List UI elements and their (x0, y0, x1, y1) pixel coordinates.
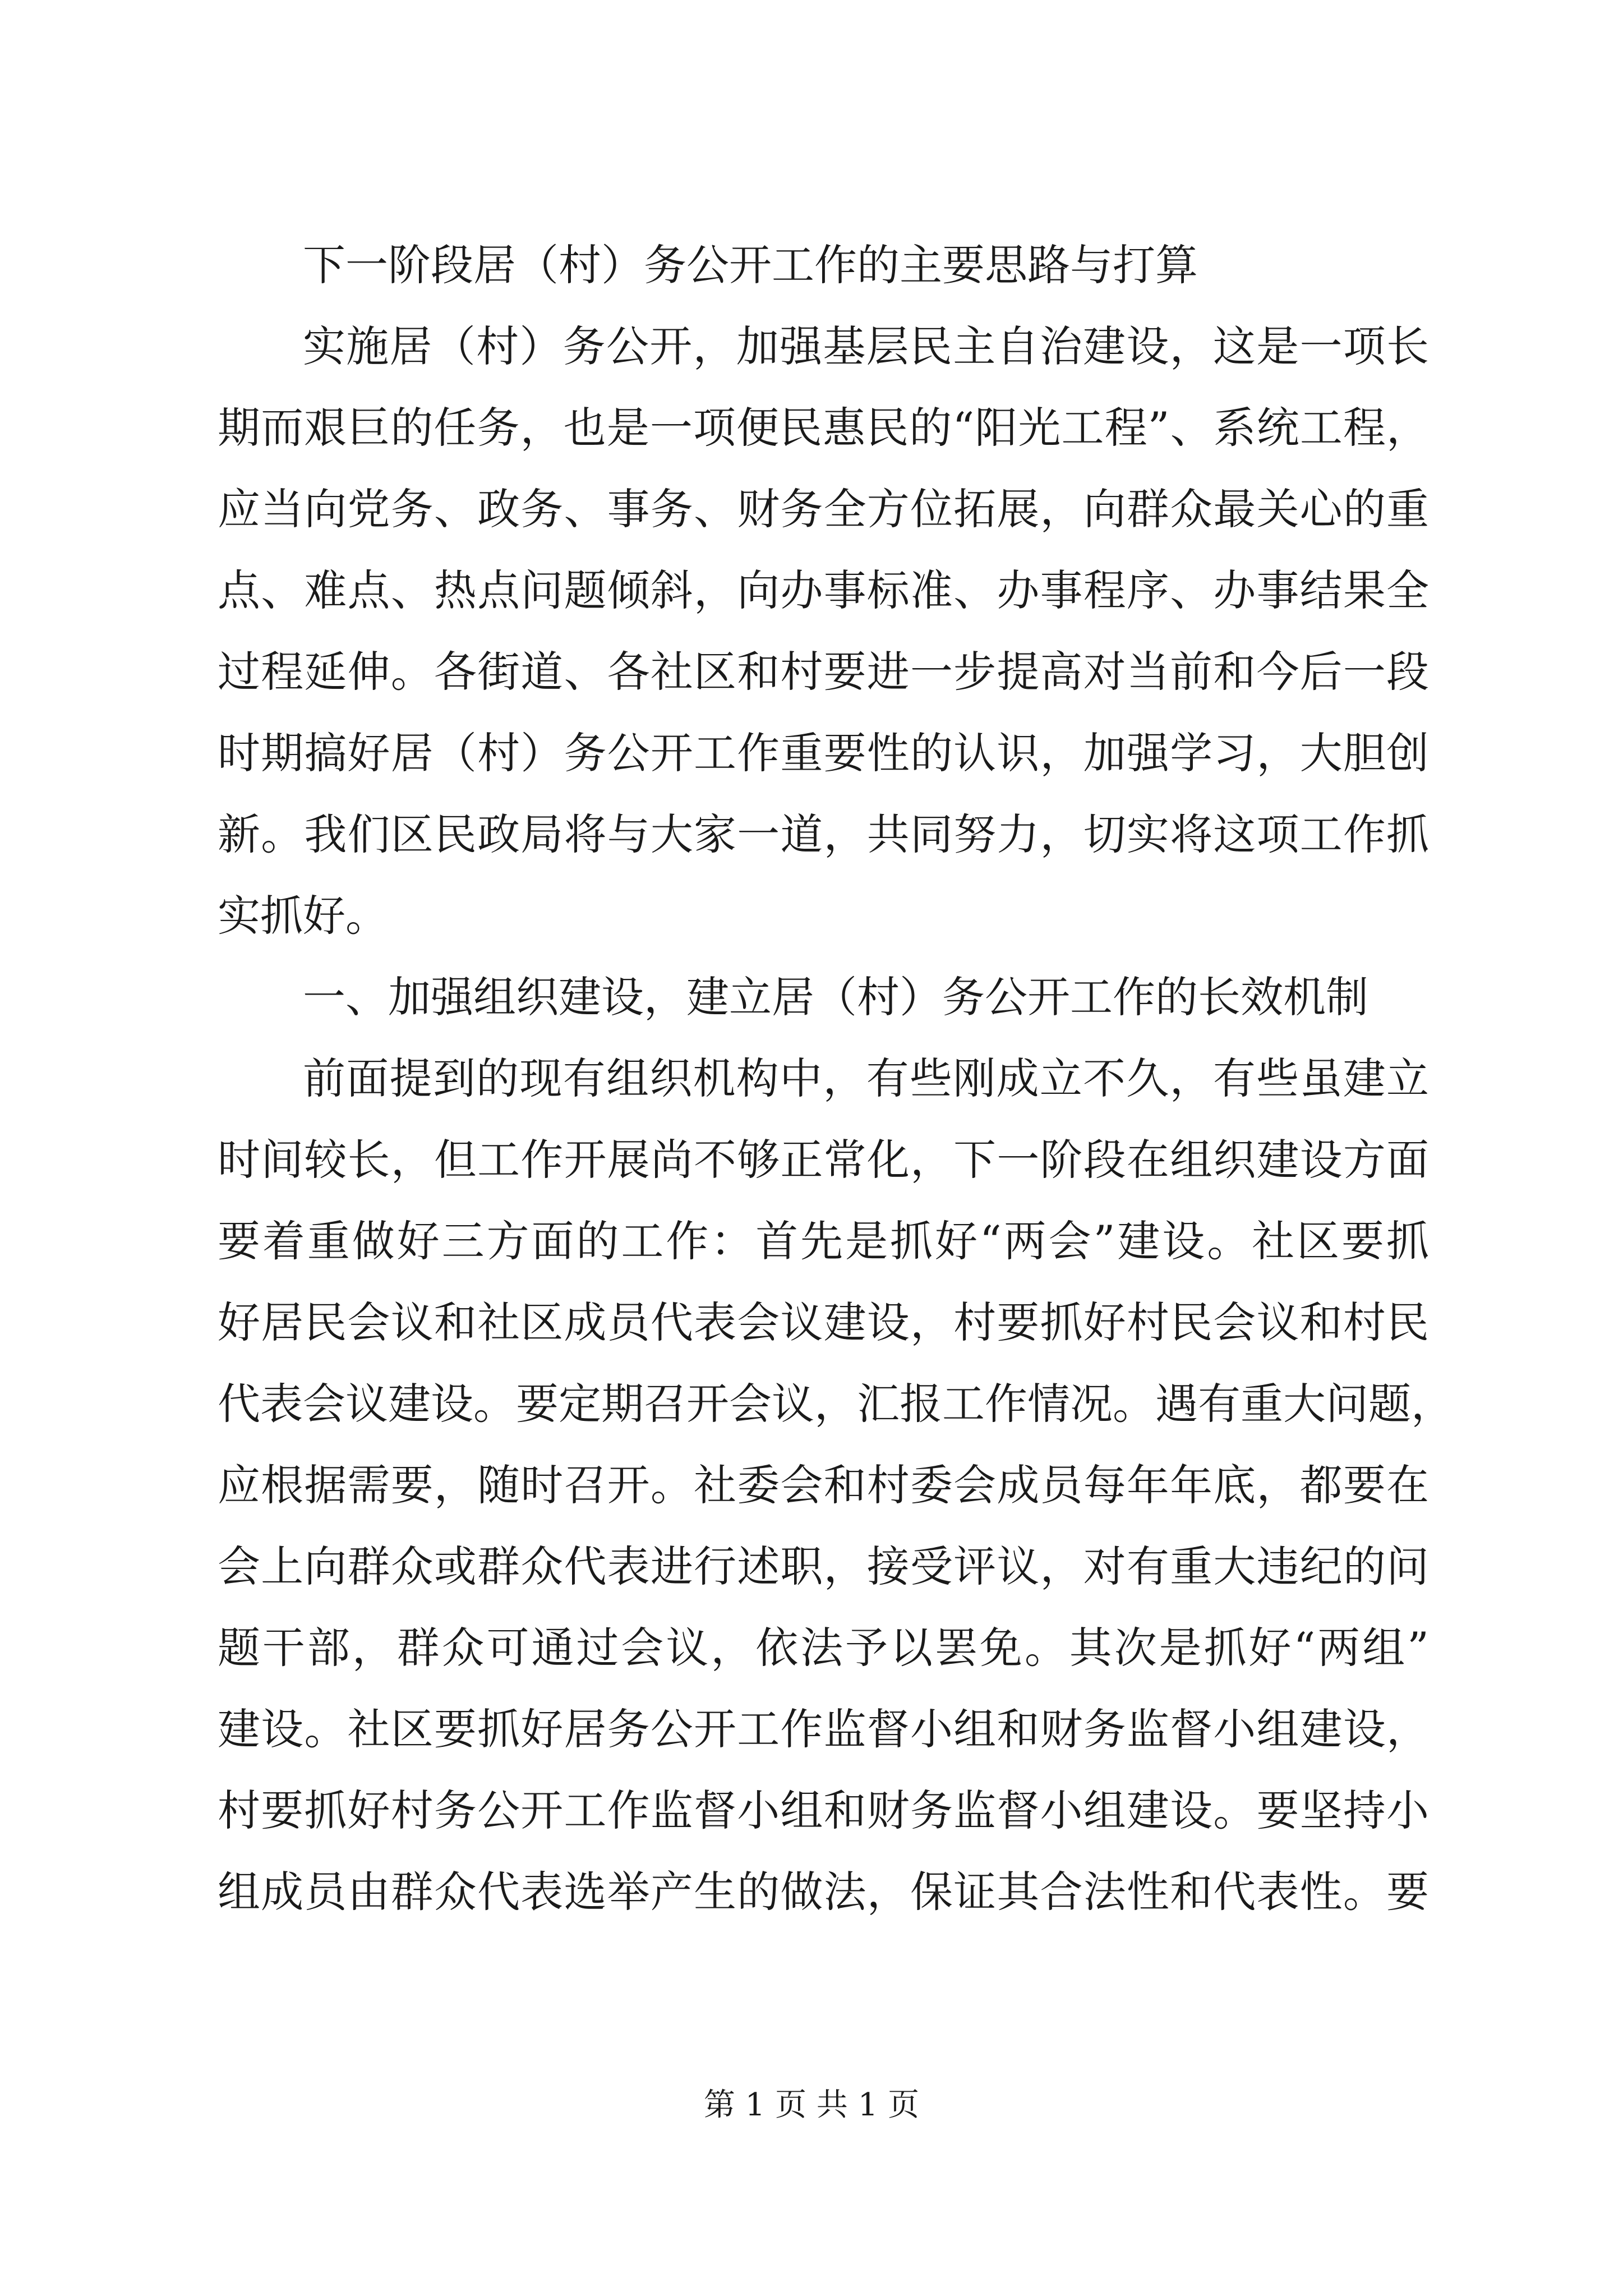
text-line: 期而艰巨的任务，也是一项便民惠民的“阳光工程”、系统工程， (218, 403, 1429, 453)
text-line: 会上向群众或群众代表进行述职，接受评议，对有重大违纪的问 (218, 1542, 1429, 1591)
text-line: 代表会议建设。要定期召开会议，汇报工作情况。遇有重大问题， (218, 1379, 1454, 1429)
document-body (218, 224, 1454, 1932)
text-line: 过程延伸。各街道、各社区和村要进一步提高对当前和今后一段 (218, 647, 1429, 697)
text-line: 要着重做好三方面的工作：首先是抓好“两会”建设。社区要抓 (218, 1216, 1429, 1266)
text-line: 下一阶段居（村）务公开工作的主要思路与打算 (303, 240, 1198, 290)
text-line: 时期搞好居（村）务公开工作重要性的认识，加强学习，大胆创 (218, 728, 1429, 778)
text-line: 建设。社区要抓好居务公开工作监督小组和财务监督小组建设， (218, 1704, 1429, 1754)
text-line: 时间较长，但工作开展尚不够正常化，下一阶段在组织建设方面 (218, 1135, 1429, 1185)
text-line: 好居民会议和社区成员代表会议建设，村要抓好村民会议和村民 (218, 1297, 1429, 1347)
text-line: 村要抓好村务公开工作监督小组和财务监督小组建设。要坚持小 (218, 1786, 1429, 1835)
text-line: 一、加强组织建设，建立居（村）务公开工作的长效机制 (303, 972, 1368, 1022)
text-line: 实施居（村）务公开，加强基层民主自治建设，这是一项长 (303, 321, 1429, 371)
text-line: 题干部，群众可通过会议，依法予以罢免。其次是抓好“两组” (218, 1623, 1429, 1673)
text-line: 实抓好。 (218, 891, 388, 941)
text-line: 组成员由群众代表选举产生的做法，保证其合法性和代表性。要 (218, 1867, 1429, 1917)
text-line: 应当向党务、政务、事务、财务全方位拓展，向群众最关心的重 (218, 484, 1429, 534)
text-line: 应根据需要，随时召开。社委会和村委会成员每年年底，都要在 (218, 1460, 1429, 1510)
page-footer: 第 1 页 共 1 页 (703, 2087, 920, 2123)
text-line: 前面提到的现有组织机构中，有些刚成立不久，有些虽建立 (303, 1053, 1429, 1103)
text-line: 点、难点、热点问题倾斜，向办事标准、办事程序、办事结果全 (218, 565, 1429, 615)
text-line: 新。我们区民政局将与大家一道，共同努力，切实将这项工作抓 (218, 809, 1429, 859)
